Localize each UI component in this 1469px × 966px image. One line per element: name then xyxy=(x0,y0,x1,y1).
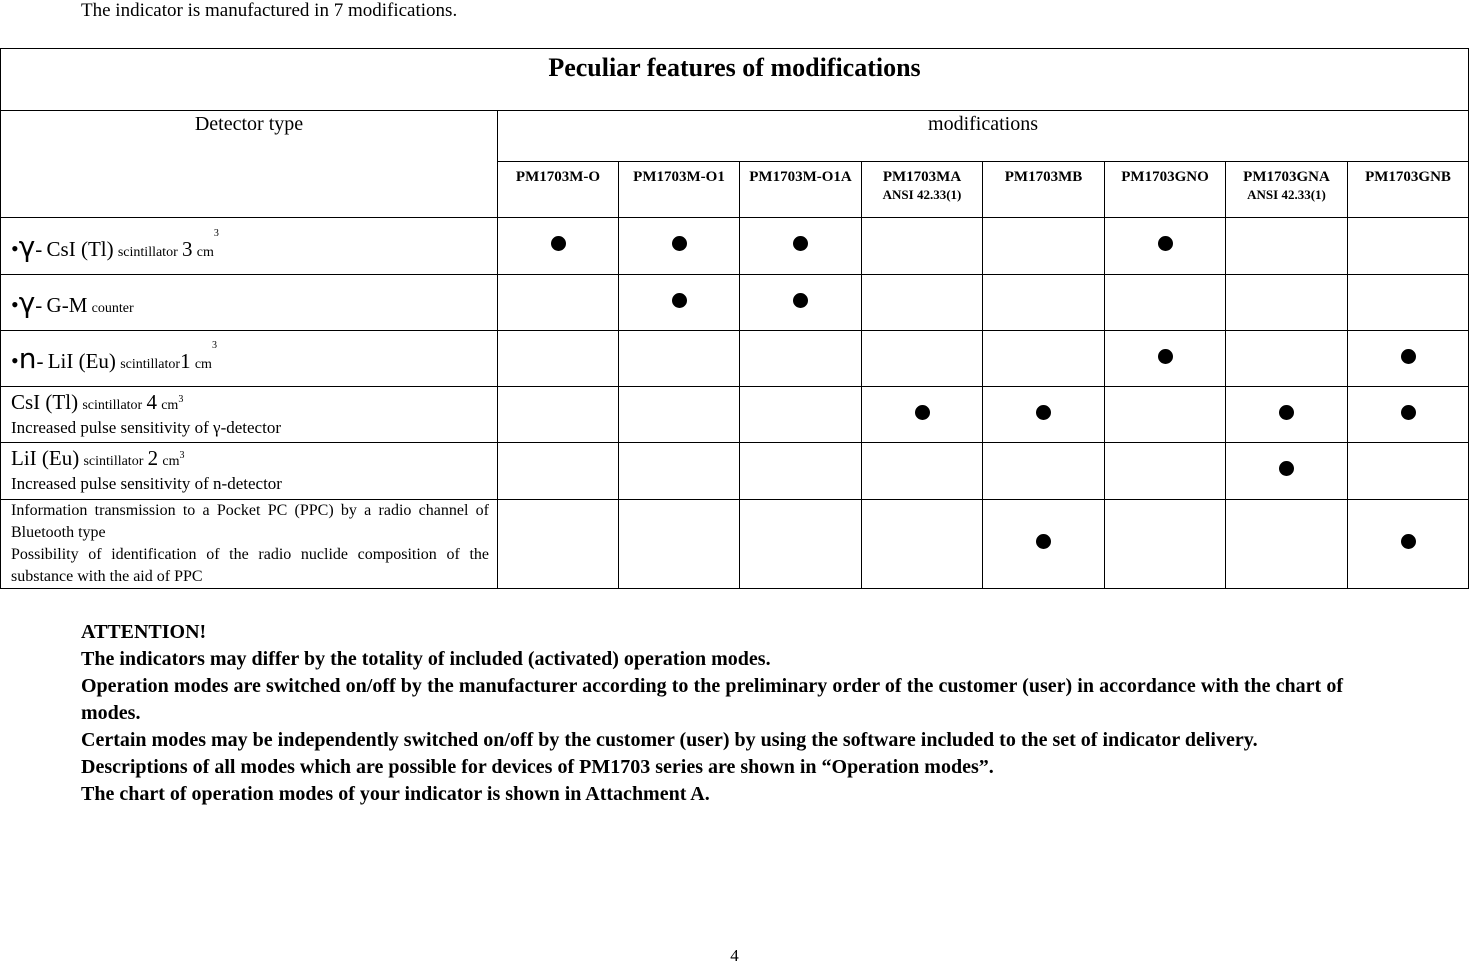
feature-cell xyxy=(1226,500,1348,589)
row-label: •γ- G-M counter xyxy=(1,275,498,331)
row-text-2: Possibility of identification of the radio nuclide composition of the substance with the aid of PPC xyxy=(11,546,489,585)
attention-block xyxy=(81,619,1343,808)
feature-dot-icon xyxy=(1401,349,1416,364)
feature-dot-icon xyxy=(1279,405,1294,420)
feature-cell xyxy=(1348,500,1469,589)
intro-text: The indicator is manufactured in 7 modifications. xyxy=(81,0,458,21)
feature-cell xyxy=(1226,331,1348,387)
feature-cell xyxy=(619,500,740,589)
row-label xyxy=(1,500,498,589)
feature-cell xyxy=(1105,387,1226,443)
feature-cell xyxy=(862,275,983,331)
feature-cell xyxy=(1226,218,1348,275)
table-row xyxy=(1,500,1469,589)
feature-cell xyxy=(983,331,1105,387)
detector-type-header: Detector type xyxy=(1,111,498,218)
feature-cell xyxy=(498,275,619,331)
column-header: PM1703M-O1A xyxy=(740,162,862,218)
feature-dot-icon xyxy=(793,236,808,251)
feature-cell xyxy=(983,387,1105,443)
feature-cell xyxy=(740,500,862,589)
feature-cell xyxy=(1348,275,1469,331)
feature-cell xyxy=(1226,387,1348,443)
feature-dot-icon xyxy=(915,405,930,420)
feature-cell xyxy=(1105,275,1226,331)
feature-dot-icon xyxy=(1401,405,1416,420)
feature-dot-icon xyxy=(1158,349,1173,364)
feature-cell xyxy=(983,500,1105,589)
column-header: PM1703GNA ANSI 42.33(1) xyxy=(1226,162,1348,218)
table-row xyxy=(1,387,1469,443)
feature-cell xyxy=(862,218,983,275)
feature-cell xyxy=(498,331,619,387)
table-row xyxy=(1,331,1469,387)
column-header: PM1703M-O xyxy=(498,162,619,218)
attention-paragraph: Descriptions of all modes which are possible for devices of PM1703 series are shown in “Operation modes”. xyxy=(81,756,994,778)
feature-cell xyxy=(983,443,1105,500)
modifications-header: modifications xyxy=(498,111,1469,162)
feature-cell xyxy=(498,500,619,589)
feature-cell xyxy=(1348,218,1469,275)
column-header: PM1703MB xyxy=(983,162,1105,218)
feature-cell xyxy=(1105,331,1226,387)
page-number: 4 xyxy=(730,946,739,965)
feature-cell xyxy=(498,218,619,275)
feature-cell xyxy=(862,387,983,443)
feature-cell xyxy=(983,275,1105,331)
column-header: PM1703GNO xyxy=(1105,162,1226,218)
feature-cell xyxy=(1105,500,1226,589)
feature-cell xyxy=(862,443,983,500)
row-label: •n- LiI (Eu) scintillator1 $cm^3$ xyxy=(1,331,498,387)
feature-cell xyxy=(498,443,619,500)
table-row xyxy=(1,443,1469,500)
feature-dot-icon xyxy=(1036,405,1051,420)
feature-cell xyxy=(740,443,862,500)
feature-dot-icon xyxy=(793,293,808,308)
row-label: LiI (Eu) scintillator 2 $cm^3$ Increased pulse sensitivity of n-detector xyxy=(1,443,498,500)
row-text-1: Information transmission to a Pocket PC (PPC) by a radio channel of Bluetooth type xyxy=(11,502,489,541)
feature-dot-icon xyxy=(1158,236,1173,251)
table-title: Peculiar features of modifications xyxy=(1,49,1469,111)
feature-cell xyxy=(740,275,862,331)
feature-cell xyxy=(619,443,740,500)
column-header: PM1703GNB xyxy=(1348,162,1469,218)
feature-cell xyxy=(619,275,740,331)
attention-paragraph: Certain modes may be independently switched on/off by the customer (user) by using the software included to the set of indicator delivery. xyxy=(81,729,1258,751)
feature-cell xyxy=(1105,443,1226,500)
feature-dot-icon xyxy=(672,293,687,308)
feature-dot-icon xyxy=(1279,461,1294,476)
feature-dot-icon xyxy=(1036,534,1051,549)
feature-cell xyxy=(1226,443,1348,500)
feature-cell xyxy=(740,331,862,387)
feature-cell xyxy=(983,218,1105,275)
feature-cell xyxy=(498,387,619,443)
feature-cell xyxy=(862,500,983,589)
table-row xyxy=(1,275,1469,331)
feature-dot-icon xyxy=(551,236,566,251)
modifications-table xyxy=(0,48,1469,589)
feature-dot-icon xyxy=(672,236,687,251)
attention-paragraph: The indicators may differ by the totality of included (activated) operation modes. xyxy=(81,648,771,670)
attention-heading: ATTENTION! xyxy=(81,621,207,643)
feature-dot-icon xyxy=(1401,534,1416,549)
feature-cell xyxy=(1105,218,1226,275)
feature-cell xyxy=(1348,387,1469,443)
row-label: CsI (Tl) scintillator 4 $cm^3$ Increased pulse sensitivity of γ-detector xyxy=(1,387,498,443)
feature-cell xyxy=(740,218,862,275)
column-header: PM1703MA ANSI 42.33(1) xyxy=(862,162,983,218)
attention-paragraph: The chart of operation modes of your indicator is shown in Attachment A. xyxy=(81,783,710,805)
column-header: PM1703M-O1 xyxy=(619,162,740,218)
feature-cell xyxy=(740,387,862,443)
row-label: •γ- CsI (Tl) scintillator 3 $cm^3$ xyxy=(1,218,498,275)
feature-cell xyxy=(862,331,983,387)
feature-cell xyxy=(1348,331,1469,387)
feature-cell xyxy=(619,331,740,387)
table-row xyxy=(1,218,1469,275)
feature-cell xyxy=(1226,275,1348,331)
feature-cell xyxy=(619,387,740,443)
attention-paragraph: Operation modes are switched on/off by the manufacturer according to the preliminary order of the customer (user) in accordance with the chart of modes. xyxy=(81,675,1343,724)
feature-cell xyxy=(619,218,740,275)
feature-cell xyxy=(1348,443,1469,500)
